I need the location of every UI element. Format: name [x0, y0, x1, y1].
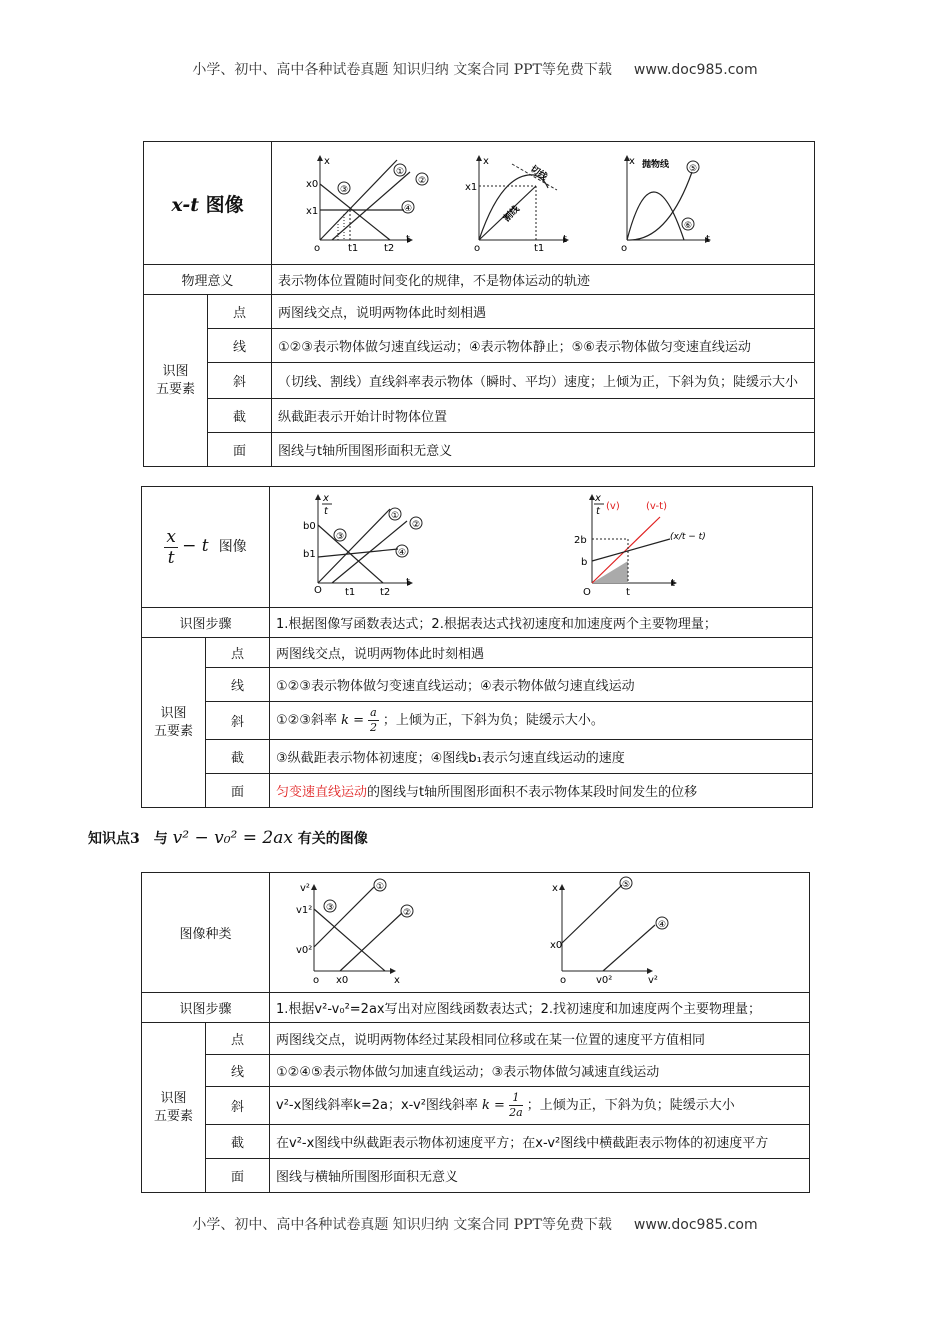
xt-item-value: 纵截距表示开始计时物体位置 [272, 399, 815, 433]
svg-text:(v-t): (v-t) [646, 501, 667, 512]
svg-text:v1²: v1² [296, 905, 313, 916]
xt-item-key: 斜 [208, 363, 272, 399]
svg-text:t2: t2 [380, 587, 391, 598]
svg-text:⑤: ⑤ [689, 164, 698, 174]
svg-text:②: ② [418, 176, 427, 186]
xtt-graphs [270, 487, 811, 603]
svg-text:④: ④ [404, 204, 413, 214]
svg-text:④: ④ [398, 548, 407, 558]
xt-group-label: 识图 五要素 [144, 295, 208, 467]
svg-text:切线: 切线 [528, 164, 549, 183]
svg-text:t: t [671, 578, 675, 589]
xt-title: x-t 图像 [171, 193, 244, 216]
svg-text:③: ③ [326, 903, 335, 913]
svg-text:O: O [314, 585, 322, 596]
xt-item-value: ①②③表示物体做匀速直线运动；④表示物体静止；⑤⑥表示物体做匀变速直线运动 [272, 329, 815, 363]
svg-text:x: x [323, 493, 329, 504]
v2-item-value: ①②④⑤表示物体做匀加速直线运动；③表示物体做匀减速直线运动 [270, 1055, 810, 1087]
svg-text:抛物线: 抛物线 [642, 160, 670, 170]
svg-text:x: x [483, 156, 489, 167]
svg-text:②: ② [412, 520, 421, 530]
v2-graph-2 [550, 877, 668, 986]
svg-text:o: o [313, 975, 320, 986]
svg-text:x: x [552, 883, 558, 894]
v2-graphs [270, 873, 808, 988]
svg-text:v²: v² [300, 883, 310, 894]
svg-text:t: t [406, 234, 410, 245]
xtt-title-cell [142, 487, 270, 608]
svg-text:o: o [314, 243, 321, 254]
xtt-item-key: 点 [206, 638, 270, 668]
svg-text:(v): (v) [606, 501, 620, 512]
svg-text:①: ① [376, 882, 385, 892]
svg-text:t: t [626, 587, 630, 598]
v2-graph-1 [296, 879, 413, 986]
v2-steps-label: 识图步骤 [142, 993, 270, 1023]
v2-item-key: 截 [206, 1125, 270, 1159]
xt-meaning-label: 物理意义 [144, 265, 272, 295]
v2-graphs-cell [270, 873, 810, 993]
xt-graph-2 [465, 156, 568, 254]
v2-item-value: 在v²-x图线中纵截距表示物体初速度平方；在x-v²图线中横截距表示物体的初速度平方 [270, 1125, 810, 1159]
xtt-table [141, 486, 813, 808]
svg-text:x: x [629, 156, 635, 167]
v2-item-value: 图线与横轴所围图形面积无意义 [270, 1159, 810, 1193]
xtt-steps: 1.根据图像写函数表达式；2.根据表达式找初速度和加速度两个主要物理量； [270, 608, 813, 638]
xtt-item-value: ③纵截距表示物体初速度；④图线b₁表示匀速直线运动的速度 [270, 740, 813, 774]
xt-graphs-cell [272, 142, 815, 265]
svg-text:t1: t1 [348, 243, 359, 254]
v2-kind-label: 图像种类 [142, 873, 270, 993]
knowledge-point-3-heading: 知识点3 与 v² − v₀² = 2ax 有关的图像 [88, 828, 368, 848]
footer-text: 小学、初中、高中各种试卷真题 知识归纳 文案合同 PPT等免费下载 [192, 1217, 612, 1233]
svg-text:②: ② [403, 908, 412, 918]
svg-text:x: x [324, 156, 330, 167]
svg-text:t2: t2 [384, 243, 395, 254]
xt-item-key: 点 [208, 295, 272, 329]
svg-text:b: b [581, 557, 588, 568]
xt-item-value: （切线、割线）直线斜率表示物体（瞬时、平均）速度；上倾为正，下斜为负；陡缓示大小 [272, 363, 815, 399]
svg-text:x0: x0 [306, 179, 319, 190]
xt-item-key: 线 [208, 329, 272, 363]
svg-text:割线: 割线 [502, 204, 522, 225]
xt-title-cell [144, 142, 272, 265]
xt-item-value: 两图线交点，说明两物体此时刻相遇 [272, 295, 815, 329]
svg-text:b0: b0 [303, 521, 316, 532]
svg-text:x1: x1 [306, 206, 319, 217]
header-text: 小学、初中、高中各种试卷真题 知识归纳 文案合同 PPT等免费下载 [192, 62, 612, 78]
svg-text:x: x [595, 493, 601, 504]
xt-graph-3 [621, 156, 710, 254]
svg-text:t: t [324, 506, 328, 517]
xt-item-key: 面 [208, 433, 272, 467]
svg-text:(x/t − t): (x/t − t) [670, 532, 706, 542]
xt-item-value: 图线与t轴所围图形面积无意义 [272, 433, 815, 467]
xtt-graph-2 [574, 493, 706, 598]
xtt-item-value: ①②③斜率 k = $\frac{a}{2}$ ；上倾为正，下斜为负；陡缓示大小。 [270, 702, 813, 740]
equation: v² − v₀² = 2ax [172, 828, 293, 848]
xtt-item-key: 斜 [206, 702, 270, 740]
svg-text:O: O [583, 587, 591, 598]
xt-item-key: 截 [208, 399, 272, 433]
page-footer [0, 1214, 950, 1234]
svg-text:o: o [560, 975, 567, 986]
xt-meaning: 表示物体位置随时间变化的规律，不是物体运动的轨迹 [272, 265, 815, 295]
svg-text:x0: x0 [336, 975, 349, 986]
v2-table [141, 872, 810, 1193]
svg-text:x1: x1 [465, 182, 478, 193]
svg-text:x0: x0 [550, 940, 563, 951]
svg-text:t1: t1 [534, 243, 545, 254]
xtt-graphs-cell [270, 487, 813, 608]
v2-item-key: 线 [206, 1055, 270, 1087]
xtt-item-key: 线 [206, 668, 270, 702]
svg-text:t: t [563, 234, 567, 245]
xtt-steps-label: 识图步骤 [142, 608, 270, 638]
red-highlight: 匀变速直线运动 [276, 785, 368, 800]
xtt-item-value: ①②③表示物体做匀变速直线运动；④表示物体做匀速直线运动 [270, 668, 813, 702]
v2-item-key: 面 [206, 1159, 270, 1193]
svg-text:b1: b1 [303, 549, 316, 560]
svg-text:t1: t1 [345, 587, 356, 598]
svg-text:⑥: ⑥ [684, 221, 693, 231]
svg-text:t: t [406, 577, 410, 588]
footer-site: www.doc985.com [633, 1217, 758, 1233]
v2-item-value: v²-x图线斜率k=2a；x-v²图线斜率 k = $\frac{1}{2a}$ ；上倾为正，下斜为负；陡缓示大小 [270, 1087, 810, 1125]
xtt-group-label: 识图 五要素 [142, 638, 206, 808]
page-header [0, 59, 950, 79]
svg-text:o: o [474, 243, 481, 254]
svg-text:v²: v² [648, 975, 658, 986]
xt-table [143, 141, 815, 467]
svg-text:④: ④ [658, 920, 667, 930]
v2-steps: 1.根据v²-v₀²=2ax写出对应图线函数表达式；2.找初速度和加速度两个主要物理量； [270, 993, 810, 1023]
v2-group-label: 识图 五要素 [142, 1023, 206, 1193]
svg-text:③: ③ [336, 532, 345, 542]
xtt-item-key: 截 [206, 740, 270, 774]
v2-item-key: 点 [206, 1023, 270, 1055]
svg-text:2b: 2b [574, 535, 587, 546]
svg-text:v0²: v0² [596, 975, 613, 986]
svg-text:①: ① [391, 511, 400, 521]
svg-text:t: t [706, 234, 710, 245]
xtt-graph-1 [303, 493, 422, 598]
xtt-item-value: 匀变速直线运动的图线与t轴所围图形面积不表示物体某段时间发生的位移 [270, 774, 813, 808]
xtt-item-key: 面 [206, 774, 270, 808]
xtt-title-rest: − t [182, 535, 209, 556]
svg-text:t: t [596, 506, 600, 517]
svg-text:v0²: v0² [296, 945, 313, 956]
header-site: www.doc985.com [633, 62, 758, 78]
xtt-title-frac: $\frac{x}{t}$ [166, 526, 176, 568]
svg-text:①: ① [396, 167, 405, 177]
xtt-item-value: 两图线交点，说明两物体此时刻相遇 [270, 638, 813, 668]
v2-item-key: 斜 [206, 1087, 270, 1125]
v2-item-value: 两图线交点，说明两物体经过某段相同位移或在某一位置的速度平方值相同 [270, 1023, 810, 1055]
xt-graphs [272, 142, 813, 260]
svg-text:⑤: ⑤ [622, 880, 631, 890]
svg-text:③: ③ [340, 185, 349, 195]
svg-text:o: o [621, 243, 628, 254]
xtt-title-cn: 图像 [218, 538, 247, 555]
svg-text:x: x [394, 975, 400, 986]
xt-graph-1 [306, 156, 428, 254]
